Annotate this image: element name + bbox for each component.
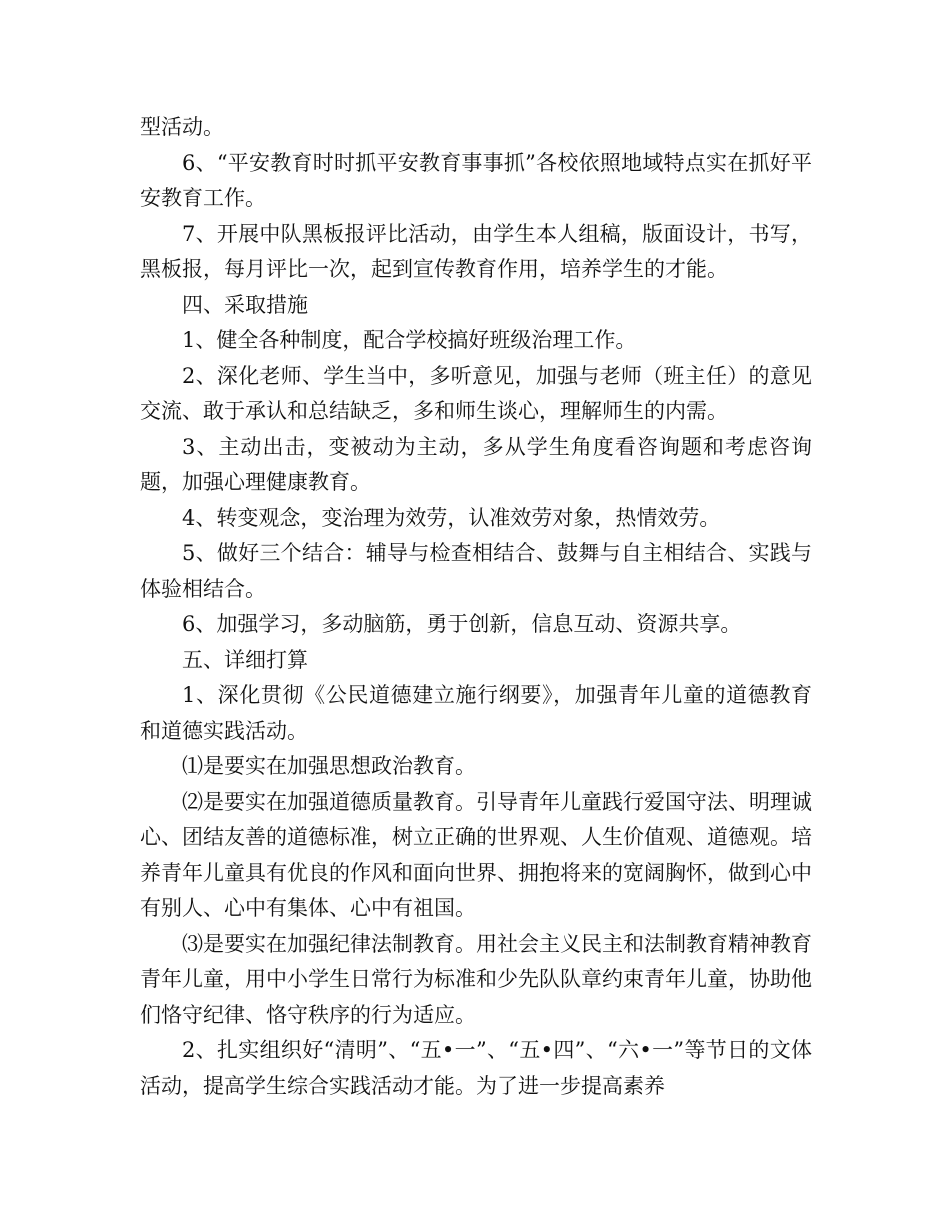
paragraph-9: 6、加强学习，多动脑筋，勇于创新，信息互动、资源共享。 — [182, 612, 742, 636]
paragraph-1: 6、“平安教育时时抓平安教育事事抓”各校依照地域特点实在抓好平安教育工作。 — [140, 150, 812, 210]
paragraph-6: 3、主动出击，变被动为主动，多从学生角度看咨询题和考虑咨询题，加强心理健康教育。 — [140, 434, 812, 494]
paragraph-14: ⑶是要实在加强纪律法制教育。用社会主义民主和法制教育精神教育青年儿童，用中小学生日常行为标准和少先队队章约束青年儿童，协助他们恪守纪律、恪守秩序的行为适应。 — [140, 931, 812, 1027]
paragraph-4: 1、健全各种制度，配合学校搞好班级治理工作。 — [182, 328, 637, 352]
document-body — [140, 110, 812, 1104]
paragraph-0: 型活动。 — [140, 115, 224, 139]
paragraph-12: ⑴是要实在加强思想政治教育。 — [182, 754, 476, 778]
paragraph-15: 2、扎实组织好“清明”、“五•一”、“五•四”、“六•一”等节日的文体活动，提高学生综合实践活动才能。为了进一步提高素养 — [140, 1038, 812, 1098]
section-heading-plan: 五、详细打算 — [182, 647, 308, 672]
section-heading-measures: 四、采取措施 — [182, 292, 308, 317]
paragraph-5: 2、深化老师、学生当中，多听意见，加强与老师（班主任）的意见交流、敢于承认和总结缺乏，多和师生谈心，理解师生的内需。 — [140, 363, 812, 423]
paragraph-2: 7、开展中队黑板报评比活动，由学生本人组稿，版面设计，书写，黑板报，每月评比一次，起到宣传教育作用，培养学生的才能。 — [140, 221, 812, 281]
paragraph-13: ⑵是要实在加强道德质量教育。引导青年儿童践行爱国守法、明理诚心、团结友善的道德标准，树立正确的世界观、人生价值观、道德观。培养青年儿童具有优良的作风和面向世界、拥抱将来的宽阔胸怀，做到心中有别人、心中有集体、心中有祖国。 — [140, 789, 812, 920]
paragraph-7: 4、转变观念，变治理为效劳，认准效劳对象，热情效劳。 — [182, 505, 721, 530]
paragraph-8: 5、做好三个结合：辅导与检查相结合、鼓舞与自主相结合、实践与体验相结合。 — [140, 541, 812, 601]
paragraph-11: 1、深化贯彻《公民道德建立施行纲要》，加强青年儿童的道德教育和道德实践活动。 — [140, 683, 812, 743]
